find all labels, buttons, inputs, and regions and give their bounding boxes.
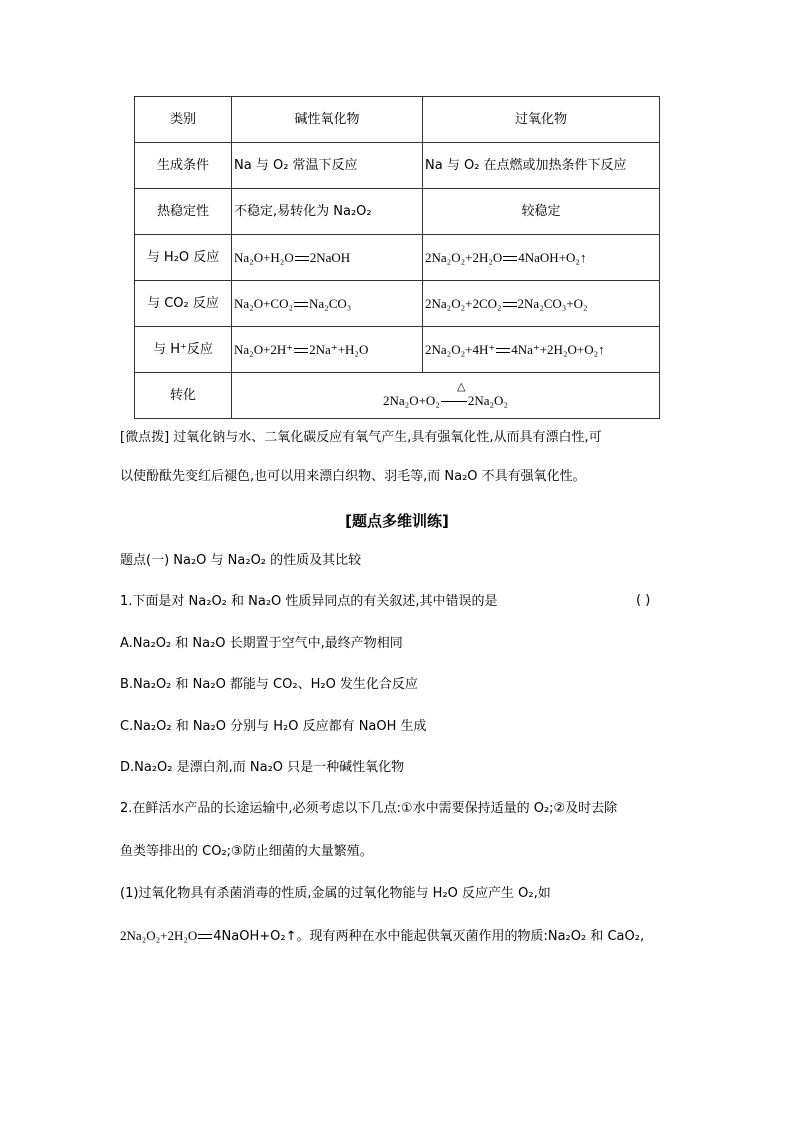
cell-na2o2-equation — [423, 235, 660, 281]
section-title: [题点多维训练] — [345, 512, 449, 530]
equation-rhs: 4Na⁺+2H₂O+O₂↑ — [511, 341, 605, 357]
equals-sign — [295, 256, 309, 261]
question-2-line-1: 2.在鲜活水产品的长途运输中,必须考虑以下几点:①水中需要保持适量的 O₂;②及时去除 — [120, 801, 618, 816]
cell-na2o: Na 与 O₂ 常温下反应 — [232, 143, 423, 189]
equation-lhs: 2Na₂O₂+2CO₂ — [425, 295, 502, 311]
table-row-conversion — [135, 373, 660, 419]
reaction-bar — [441, 401, 467, 402]
row-label: 热稳定性 — [135, 189, 232, 235]
equation-lhs: Na₂O+2H⁺ — [234, 341, 294, 357]
note-line-2: 以使酚酞先变红后褪色,也可以用来漂白织物、羽毛等,而 Na₂O 不具有强氧化性。 — [120, 469, 586, 484]
table-header-row — [135, 97, 660, 143]
cell-na2o2: Na 与 O₂ 在点燃或加热条件下反应 — [423, 143, 660, 189]
equation-rhs: 2Na₂CO₃+O₂ — [517, 295, 588, 311]
topic-heading: 题点(一) Na₂O 与 Na₂O₂ 的性质及其比较 — [120, 553, 362, 568]
equals-sign — [198, 934, 212, 939]
cell-na2o2-equation — [423, 327, 660, 373]
question-2-line-4 — [120, 927, 676, 946]
table-row — [135, 327, 660, 373]
row-label: 生成条件 — [135, 143, 232, 189]
header-basic-oxide: 碱性氧化物 — [232, 97, 423, 143]
answer-bracket: ( ) — [636, 593, 651, 608]
table-row — [135, 235, 660, 281]
table-row — [135, 281, 660, 327]
question-1-stem: 1.下面是对 Na₂O₂ 和 Na₂O 性质异同点的有关叙述,其中错误的是 — [120, 594, 498, 609]
cell-na2o-equation — [232, 327, 423, 373]
row-label: 转化 — [135, 373, 232, 419]
option-b: B.Na₂O₂ 和 Na₂O 都能与 CO₂、H₂O 发生化合反应 — [120, 677, 418, 692]
equals-sign — [503, 256, 517, 261]
table-row — [135, 143, 660, 189]
comparison-table — [134, 96, 660, 419]
equation-lhs: 2Na₂O+O₂ — [383, 392, 440, 408]
conversion-expression — [383, 380, 508, 409]
cell-na2o-equation — [232, 235, 423, 281]
question-2-line-2: 鱼类等排出的 CO₂;③防止细菌的大量繁殖。 — [120, 844, 373, 859]
equals-sign — [294, 348, 308, 353]
option-c: C.Na₂O₂ 和 Na₂O 分别与 H₂O 反应都有 NaOH 生成 — [120, 719, 427, 734]
equals-sign — [496, 348, 510, 353]
heat-condition-icon: △ — [457, 380, 466, 393]
row-label: 与 CO₂ 反应 — [135, 281, 232, 327]
header-category: 类别 — [135, 97, 232, 143]
equation-lhs: 2Na₂O₂+2H₂O — [425, 249, 503, 265]
note-line-1: [微点拨] 过氧化钠与水、二氧化碳反应有氧气产生,具有强氧化性,从而具有漂白性,可 — [120, 430, 602, 445]
question-2-line-4-text: 4NaOH+O₂↑。现有两种在水中能起供氧灭菌作用的物质:Na₂O₂ 和 CaO₂, — [213, 929, 645, 944]
cell-na2o: 不稳定,易转化为 Na₂O₂ — [232, 189, 423, 235]
row-label: 与 H₂O 反应 — [135, 235, 232, 281]
equation-rhs: 2Na₂O₂ — [467, 392, 508, 408]
header-peroxide: 过氧化物 — [423, 97, 660, 143]
equation-rhs: 2NaOH — [309, 249, 351, 265]
equation-rhs: Na₂CO₃ — [309, 295, 352, 311]
equation-lhs: 2Na₂O₂+4H⁺ — [425, 341, 496, 357]
question-2-line-3: (1)过氧化物具有杀菌消毒的性质,金属的过氧化物能与 H₂O 反应产生 O₂,如 — [120, 886, 551, 901]
equation-lhs: Na₂O+H₂O — [234, 249, 294, 265]
equals-sign — [503, 302, 517, 307]
cell-na2o2: 较稳定 — [423, 189, 660, 235]
option-d: D.Na₂O₂ 是漂白剂,而 Na₂O 只是一种碱性氧化物 — [120, 760, 405, 775]
table-row — [135, 189, 660, 235]
cell-na2o2-equation — [423, 281, 660, 327]
cell-na2o-equation — [232, 281, 423, 327]
equation-lhs: Na₂O+CO₂ — [234, 295, 294, 311]
equals-sign — [294, 302, 308, 307]
row-label: 与 H⁺反应 — [135, 327, 232, 373]
equation-rhs: 4NaOH+O₂↑ — [518, 249, 587, 265]
option-a: A.Na₂O₂ 和 Na₂O 长期置于空气中,最终产物相同 — [120, 636, 403, 651]
equation-lhs: 2Na₂O₂+2H₂O — [120, 928, 198, 943]
conversion-equation — [232, 373, 660, 419]
equation-rhs: 2Na⁺+H₂O — [309, 341, 369, 357]
